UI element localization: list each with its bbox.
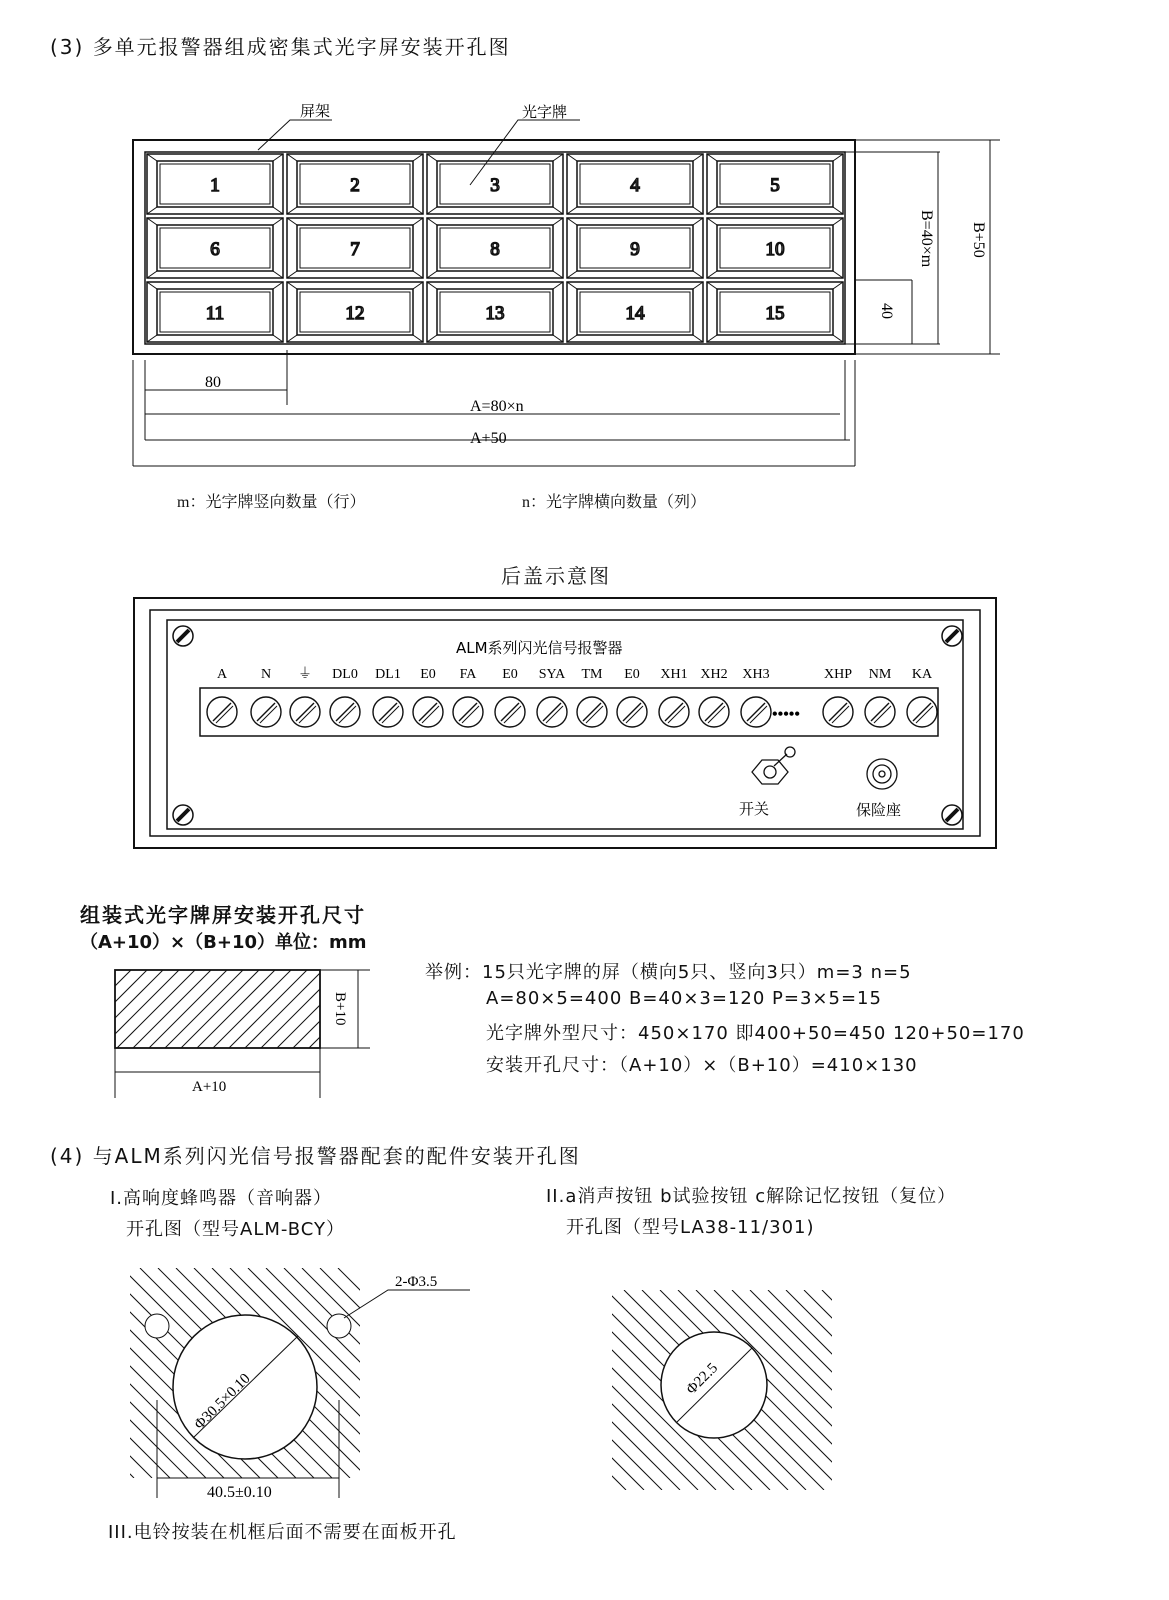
terminal-11 xyxy=(659,667,689,727)
fuse-holder-icon xyxy=(867,759,897,789)
section3-title: (3) 多单元报警器组成密集式光字屏安装开孔图 xyxy=(50,35,511,59)
fuse-label: 保险座 xyxy=(856,801,902,819)
terminal-14 xyxy=(823,667,853,727)
dim-A-text: A=80×n xyxy=(470,398,524,415)
button-caption-2: 开孔图（型号LA38-11/301) xyxy=(566,1217,815,1238)
terminal-label: E0 xyxy=(502,667,518,682)
cell-5 xyxy=(707,154,843,214)
terminal-3 xyxy=(330,667,360,727)
frame-leader xyxy=(258,120,332,150)
cell-12 xyxy=(287,282,423,342)
terminal-label: FA xyxy=(459,667,477,682)
cell-label: 11 xyxy=(205,303,225,324)
cell-label: 2 xyxy=(350,175,360,196)
terminal-label: E0 xyxy=(624,667,640,682)
dim-80-text: 80 xyxy=(205,374,221,391)
cell-label: 14 xyxy=(625,303,645,324)
terminal-label: N xyxy=(260,667,272,682)
span-text: 40.5±0.10 xyxy=(207,1484,272,1501)
terminal-label: NM xyxy=(868,667,892,682)
terminal-12 xyxy=(699,667,729,727)
dim-A10-text: A+10 xyxy=(192,1079,227,1095)
terminal-ellipsis: ••••• xyxy=(772,706,801,723)
cell-13 xyxy=(427,282,563,342)
corner-screw-icon xyxy=(942,626,962,646)
dim-B50-text: B+50 xyxy=(970,222,987,258)
cell-6 xyxy=(147,218,283,278)
frame-label: 屏架 xyxy=(300,102,331,120)
terminal-label: TM xyxy=(581,667,603,682)
section4-title: (4) 与ALM系列闪光信号报警器配套的配件安装开孔图 xyxy=(50,1144,581,1168)
dim-B-text: B=40×m xyxy=(918,210,935,268)
cell-label: 4 xyxy=(630,175,640,196)
terminal-label: E0 xyxy=(420,667,436,682)
switch-text: 开关 xyxy=(739,800,770,818)
cell-label: 12 xyxy=(345,303,365,324)
buzzer-caption-1: I.高响度蜂鸣器（音响器） xyxy=(110,1188,333,1209)
example-line-2: A=80×5=400 B=40×3=120 P=3×5=15 xyxy=(486,988,882,1009)
terminal-16 xyxy=(907,667,937,727)
terminal-6 xyxy=(453,667,483,727)
cell-4 xyxy=(567,154,703,214)
cutout-title: 组装式光字牌屏安装开孔尺寸 xyxy=(80,903,366,927)
switch-icon xyxy=(752,747,795,784)
buzzer-mount-hole-right xyxy=(327,1314,351,1338)
terminal-label: XHP xyxy=(823,667,853,682)
cell-9 xyxy=(567,218,703,278)
terminal-label: XH1 xyxy=(660,667,688,682)
terminal-label: A xyxy=(216,667,228,682)
terminal-label: DL1 xyxy=(375,667,401,682)
terminal-10 xyxy=(617,667,647,727)
example-line-1: 举例：15只光字牌的屏（横向5只、竖向3只）m=3 n=5 xyxy=(425,962,912,983)
cell-label: 8 xyxy=(490,239,500,260)
terminal-5 xyxy=(413,667,443,727)
terminal-label: XH2 xyxy=(700,667,728,682)
cell-label: 3 xyxy=(490,175,500,196)
cell-15 xyxy=(707,282,843,342)
terminal-label: SYA xyxy=(538,667,566,682)
device-name: ALM系列闪光信号报警器 xyxy=(456,639,623,657)
terminal-row xyxy=(207,666,937,727)
terminal-label: KA xyxy=(911,667,933,682)
legend-m: m：光字牌竖向数量（行） xyxy=(177,494,366,511)
legend-n: n：光字牌横向数量（列） xyxy=(522,494,707,511)
cell-1 xyxy=(147,154,283,214)
terminal-0 xyxy=(207,667,237,727)
buzzer-caption-2: 开孔图（型号ALM-BCY） xyxy=(126,1219,346,1240)
terminal-9 xyxy=(577,667,607,727)
terminal-13 xyxy=(741,667,771,727)
bell-note: III.电铃按装在机框后面不需要在面板开孔 xyxy=(108,1522,457,1543)
terminal-label: DL0 xyxy=(332,667,358,682)
button-dia-text: Φ22.5 xyxy=(683,1360,722,1398)
corner-screw-icon xyxy=(173,626,193,646)
dim-40-text: 40 xyxy=(878,303,895,319)
cell-label: 13 xyxy=(485,303,505,324)
cell-label: 5 xyxy=(770,175,780,196)
terminal-8 xyxy=(537,667,567,727)
terminal-7 xyxy=(495,667,525,727)
terminal-2 xyxy=(290,666,320,727)
cell-label: 15 xyxy=(765,303,785,324)
hole-leader xyxy=(344,1290,470,1318)
cell-8 xyxy=(427,218,563,278)
panel-cells xyxy=(147,154,843,342)
example-line-4: 安装开孔尺寸：（A+10）×（B+10）=410×130 xyxy=(486,1055,918,1076)
cell-3 xyxy=(427,154,563,214)
buzzer-dia-text: Φ30.5×0.10 xyxy=(191,1370,254,1433)
button-caption-1: II.a消声按钮 b试验按钮 c解除记忆按钮（复位） xyxy=(546,1186,957,1207)
cell-10 xyxy=(707,218,843,278)
terminal-15 xyxy=(865,667,895,727)
cell-label: 1 xyxy=(210,175,220,196)
corner-screw-icon xyxy=(942,805,962,825)
terminal-4 xyxy=(373,667,403,727)
cell-label: 6 xyxy=(210,239,220,260)
cell-2 xyxy=(287,154,423,214)
dim-A50-text: A+50 xyxy=(470,430,507,447)
cell-11 xyxy=(147,282,283,342)
corner-screw-icon xyxy=(173,805,193,825)
buzzer-mount-hole-left xyxy=(145,1314,169,1338)
panel-label: 光字牌 xyxy=(522,103,568,121)
cutout-subtitle: （A+10）×（B+10）单位：mm xyxy=(80,932,367,953)
terminal-label: XH3 xyxy=(742,667,770,682)
cell-label: 7 xyxy=(350,239,360,260)
cell-14 xyxy=(567,282,703,342)
rear-title: 后盖示意图 xyxy=(501,564,611,588)
terminal-1 xyxy=(251,667,281,727)
cell-label: 9 xyxy=(630,239,640,260)
cell-label: 10 xyxy=(765,239,785,260)
hole-spec: 2-Φ3.5 xyxy=(395,1274,438,1290)
cell-7 xyxy=(287,218,423,278)
dim-B10-text: B+10 xyxy=(332,992,348,1026)
example-line-3: 光字牌外型尺寸：450×170 即400+50=450 120+50=170 xyxy=(486,1023,1025,1044)
terminal-label: ⏚ xyxy=(298,667,312,682)
